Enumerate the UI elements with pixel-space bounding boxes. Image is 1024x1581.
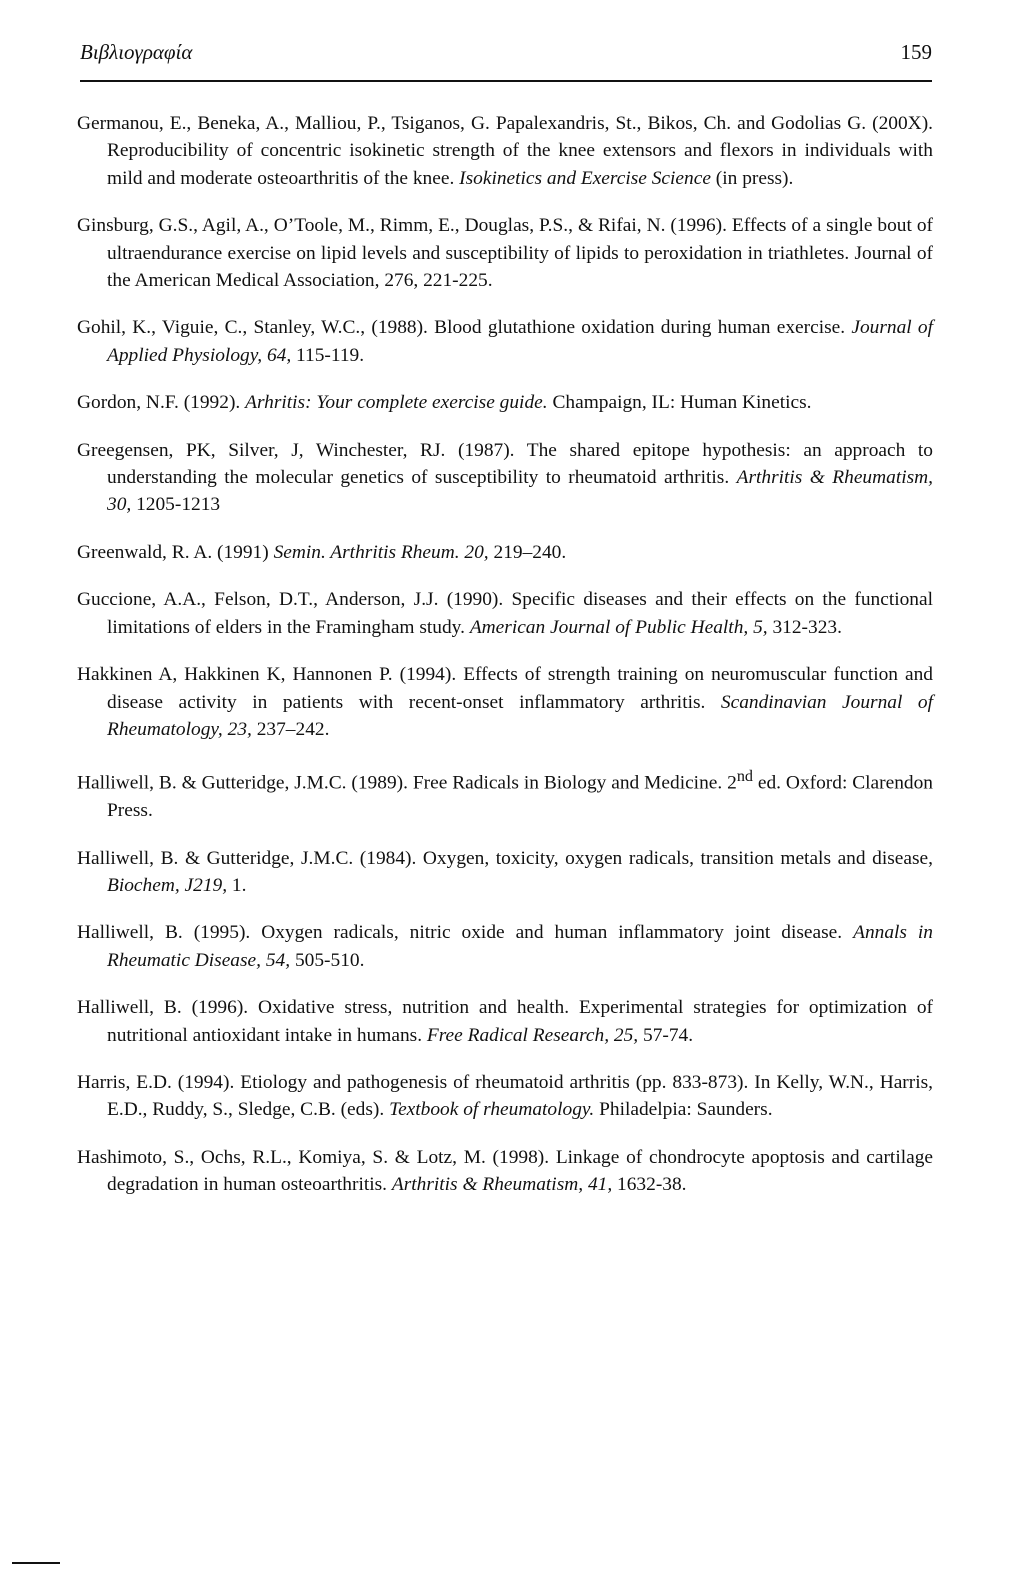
reference-list <box>77 110 933 1219</box>
reference-text-tail: 312-323. <box>767 616 842 638</box>
reference-source: Journal of Applied Physiology, 64, <box>107 317 934 366</box>
reference-text: Germanou, E., Beneka, A., Malliou, P., Tsiganos, G. Papalexandris, St., Bikos, Ch. and Godolias G. (200X). Reproducibility of concentric isokinetic strength of the knee extensors and flexors in individuals with mild and moderate osteoarthritis of the knee. <box>77 113 933 189</box>
reference-text: Ginsburg, G.S., Agil, A., O’Toole, M., Rimm, E., Douglas, P.S., & Rifai, N. (1996). Effects of a single bout of ultraendurance exercise on lipid levels and susceptibility of lipids to peroxidation in triathletes. Journal of the American Medical Association, 276, 221-225. <box>77 215 933 292</box>
reference-text-tail: 115-119. <box>291 344 365 366</box>
reference-text-tail: 1632-38. <box>612 1174 687 1196</box>
reference-text: Gohil, K., Viguie, C., Stanley, W.C., (1988). Blood glutathione oxidation during human exercise. <box>77 317 852 339</box>
reference-source: Isokinetics and Exercise Science <box>459 167 711 189</box>
reference-text: Harris, E.D. (1994). Etiology and pathogenesis of rheumatoid arthritis (pp. 833-873). In Kelly, W.N., Harris, E.D., Ruddy, S., Sledge, C.B. (eds). <box>77 1072 933 1121</box>
reference-source: Semin. Arthritis Rheum. 20, <box>273 541 489 563</box>
running-title: Βιβλιογραφία <box>80 40 193 64</box>
reference-source: Arthritis & Rheumatism, 41, <box>391 1174 613 1196</box>
reference-superscript: nd <box>736 768 753 786</box>
reference-entry <box>77 389 933 416</box>
reference-text: Greenwald, R. A. (1991) <box>77 541 274 563</box>
reference-entry <box>77 661 933 743</box>
reference-entry <box>77 586 933 641</box>
reference-text-tail: 505-510. <box>290 949 365 971</box>
reference-source: Scandinavian Journal of Rheumatology, 23, <box>107 691 933 740</box>
reference-entry <box>77 845 933 900</box>
reference-text: Greegensen, PK, Silver, J, Winchester, RJ. (1987). The shared epitope hypothesis: an approach to understanding the molecular genetics of susceptibility to rheumatoid arthritis. <box>77 439 933 489</box>
reference-entry <box>77 763 933 824</box>
reference-text: Halliwell, B. & Gutteridge, J.M.C. (1989). Free Radicals in Biology and Medicine. 2 <box>77 772 737 794</box>
reference-entry <box>77 1069 933 1124</box>
footer-line <box>12 1562 60 1564</box>
reference-text: Halliwell, B. (1996). Oxidative stress, nutrition and health. Experimental strategies for optimization of nutritional antioxidant intake in humans. <box>77 997 933 1046</box>
reference-text-tail: (in press). <box>710 167 794 189</box>
reference-text-tail: ed. Oxford: Clarendon Press. <box>107 772 933 822</box>
reference-entry <box>77 437 933 519</box>
reference-text-tail: Philadelpia: Saunders. <box>594 1099 773 1121</box>
reference-text: Hashimoto, S., Ochs, R.L., Komiya, S. & Lotz, M. (1998). Linkage of chondrocyte apoptosis and cartilage degradation in human osteoarthritis. <box>77 1146 933 1196</box>
reference-source: Arthritis & Rheumatism, 30, <box>107 467 933 516</box>
reference-source: Arhritis: Your complete exercise guide. <box>245 392 548 414</box>
reference-text-tail: 1. <box>227 875 247 896</box>
reference-text: Guccione, A.A., Felson, D.T., Anderson, J.J. (1990). Specific diseases and their effects on the functional limitations of elders in the Framingham study. <box>77 589 933 638</box>
reference-text: Halliwell, B. & Gutteridge, J.M.C. (1984). Oxygen, toxicity, oxygen radicals, transition metals and disease, <box>77 847 933 869</box>
reference-source: Textbook of rheumatology. <box>389 1099 595 1121</box>
reference-entry <box>77 539 933 566</box>
reference-text: Hakkinen A, Hakkinen K, Hannonen P. (1994). Effects of strength training on neuromuscular function and disease activity in patients with recent-onset inflammatory arthritis. <box>77 664 933 713</box>
reference-text-tail: 57-74. <box>638 1024 694 1046</box>
reference-source: Free Radical Research, 25, <box>426 1024 639 1046</box>
reference-text-tail: 219–240. <box>488 541 567 563</box>
header-divider <box>80 80 932 82</box>
reference-text: Halliwell, B. (1995). Oxygen radicals, nitric oxide and human inflammatory joint disease. <box>77 922 854 944</box>
reference-entry <box>77 919 933 974</box>
reference-text-tail: 237–242. <box>251 718 330 740</box>
page-header <box>80 40 932 80</box>
reference-text-tail: 1205-1213 <box>131 494 221 516</box>
reference-text: Gordon, N.F. (1992). <box>77 392 246 414</box>
reference-source: Biochem, J219, <box>107 875 228 896</box>
reference-entry <box>77 110 933 192</box>
reference-entry <box>77 212 933 294</box>
reference-source: American Journal of Public Health, 5, <box>469 616 768 638</box>
page-number: 159 <box>900 40 932 64</box>
reference-text-tail: Champaign, IL: Human Kinetics. <box>547 392 812 414</box>
reference-entry <box>77 994 933 1049</box>
reference-source: Annals in Rheumatic Disease, 54, <box>107 922 933 971</box>
reference-entry <box>77 314 933 369</box>
reference-entry <box>77 1144 933 1199</box>
